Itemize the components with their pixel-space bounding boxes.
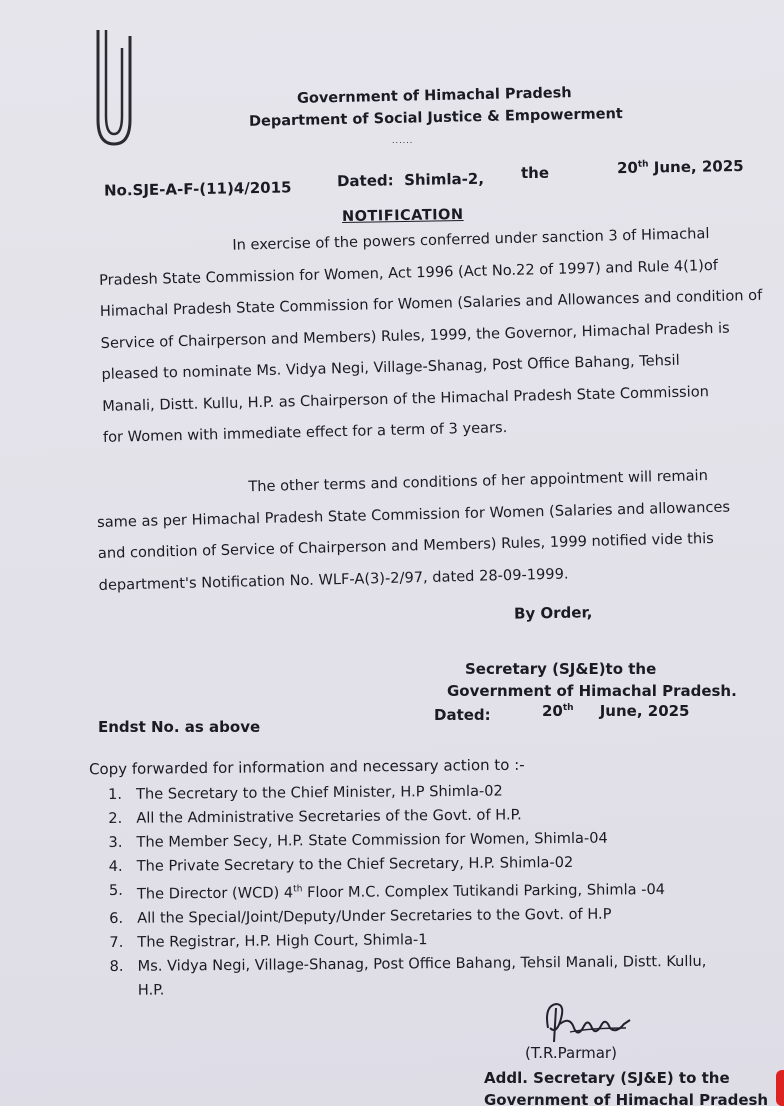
para1-line: Himachal Pradesh State Commission for Women (Salaries and Allowances and condition of [99,286,763,320]
distribution-list [108,778,707,1003]
endst-number: Endst No. as above [98,718,261,736]
para1-line: Manali, Distt. Kullu, H.P. as Chairperson of the Himachal Pradesh State Commission [102,382,710,415]
by-order: By Order, [513,603,593,623]
paragraph-1 [98,217,766,454]
para1-line: for Women with immediate effect for a term of 3 years. [102,419,508,446]
para1-line: Service of Chairperson and Members) Rules, 1999, the Governor, Himachal Pradesh is [100,319,730,352]
corner-tab [776,1070,784,1106]
ref-the: the [521,164,550,182]
para2-line: The other terms and conditions of her appointment will remain [248,467,709,496]
para2-line: department's Notification No. WLF-A(3)-2/97, dated 28-09-1999. [98,564,569,594]
signatory2-name: (T.R.Parmar) [525,1044,617,1062]
ref-dated-label: Dated: Shimla-2, [336,169,485,191]
ref-date: 20th June, 2025 [616,156,744,178]
list-item: 5. The Director (WCD) 4th Floor M.C. Complex Tutikandi Parking, Shimla -04 [108,881,666,903]
list-item-continuation: H.P. [137,981,165,999]
paper-clip-icon [92,28,138,146]
header-divider: ...... [392,136,414,145]
endst-date: 20th June, 2025 [542,702,690,720]
para1-line: In exercise of the powers conferred under sanction 3 of Himachal [232,225,710,254]
paragraph-2 [96,460,732,601]
signatory2-title: Addl. Secretary (SJ&E) to the [484,1069,730,1087]
signatory1-title: Secretary (SJ&E)to the [465,660,657,678]
para2-line: and condition of Service of Chairperson and Members) Rules, 1999 notified vide this [97,529,714,562]
signatory2-government: Government of Himachal Pradesh [484,1091,769,1106]
signatory1-government: Government of Himachal Pradesh. [447,682,737,700]
reference-number: No.SJE-A-F-(11)4/2015 [103,178,292,200]
list-item: 8. Ms. Vidya Negi, Village-Shanag, Post Office Bahang, Tehsil Manali, Distt. Kullu, [109,952,707,975]
para1-line: Pradesh State Commission for Women, Act 1996 (Act No.22 of 1997) and Rule 4(1)of [98,256,719,289]
department-heading: Department of Social Justice & Empowerment [248,106,623,130]
endst-dated-label: Dated: [434,706,491,724]
list-item: 4. The Private Secretary to the Chief Secretary, H.P. Shimla-02 [108,853,574,875]
list-item: 2. All the Administrative Secretaries of the Govt. of H.P. [108,806,522,827]
notification-title: NOTIFICATION [341,206,464,226]
copy-forwarded-intro: Copy forwarded for information and necessary action to :- [88,755,525,779]
list-item: 7. The Registrar, H.P. High Court, Shimla-1 [109,931,428,951]
para1-line: pleased to nominate Ms. Vidya Negi, Village-Shanag, Post Office Bahang, Tehsil [101,351,680,383]
government-heading: Government of Himachal Pradesh [296,85,572,107]
list-item: 6. All the Special/Joint/Deputy/Under Secretaries to the Govt. of H.P [109,905,612,927]
list-item: 1. The Secretary to the Chief Minister, H.P Shimla-02 [108,782,503,803]
list-item: 3. The Member Secy, H.P. State Commission for Women, Shimla-04 [108,829,608,851]
para2-line: same as per Himachal Pradesh State Commission for Women (Salaries and allowances [96,498,731,531]
